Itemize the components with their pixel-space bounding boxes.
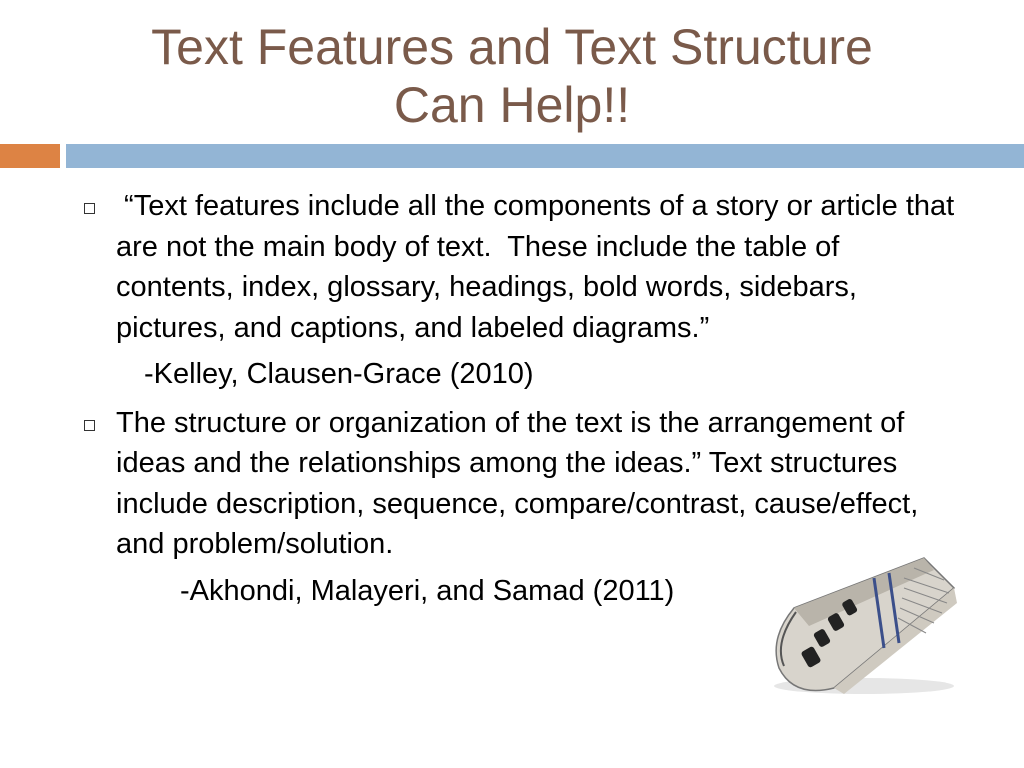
bullet-item xyxy=(80,403,960,565)
title-line-2: Can Help!! xyxy=(393,77,631,133)
title-line-1: Text Features and Text Structure xyxy=(151,19,873,75)
newspaper-icon xyxy=(754,548,964,698)
accent-bar-orange xyxy=(0,144,60,168)
citation: -Kelley, Clausen-Grace (2010) xyxy=(144,358,534,390)
slide-title xyxy=(60,18,964,134)
citation: -Akhondi, Malayeri, and Samad (2011) xyxy=(180,574,675,607)
bullet-text: “Text features include all the components of a story or article that are not the main body of text. These include the table of contents, index, glossary, headings, bold words, sidebars, pictures, and captions, and labeled diagrams.” xyxy=(116,190,955,344)
bullet-square-icon xyxy=(84,420,95,431)
accent-bar-blue xyxy=(66,144,1024,168)
bullet-text: The structure or organization of the text is the arrangement of ideas and the relationships among the ideas.” Text structures include description, sequence, compare/contrast, cause/effect, and problem/solution. xyxy=(116,406,919,560)
bullet-square-icon xyxy=(84,203,95,214)
bullet-item xyxy=(80,186,960,348)
